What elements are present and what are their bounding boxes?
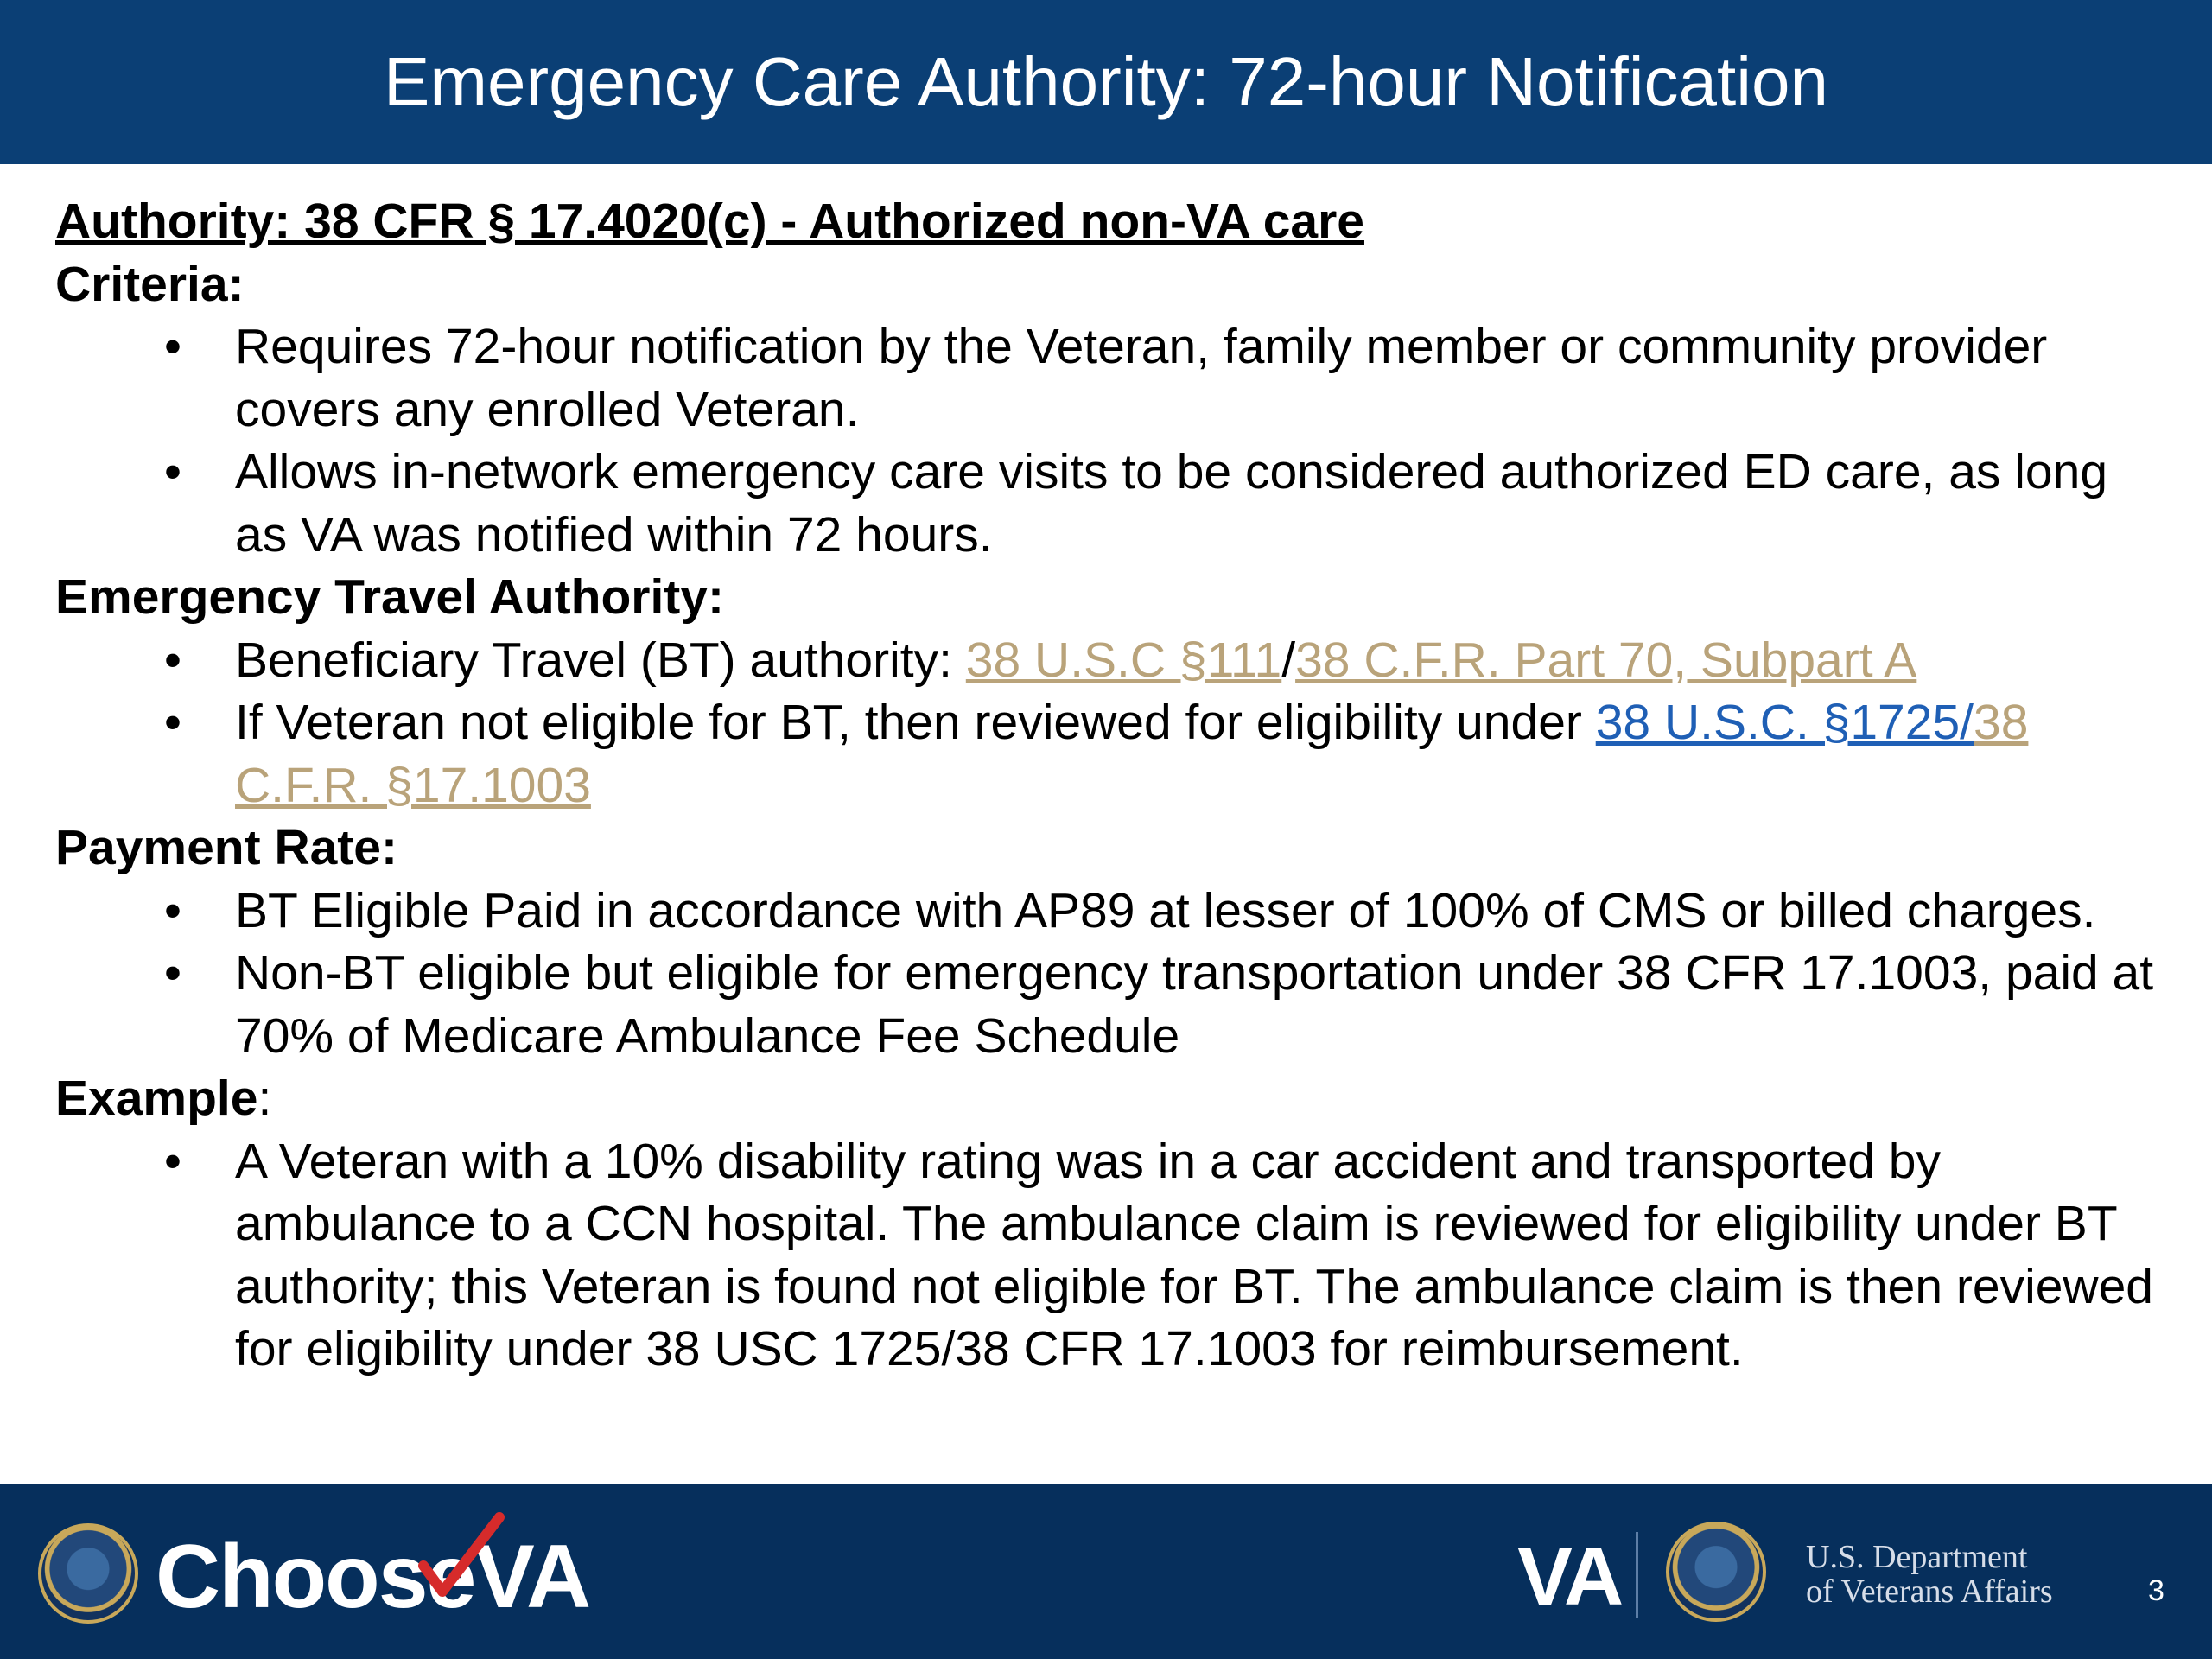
- department-line-2: of Veterans Affairs: [1806, 1573, 2053, 1610]
- criteria-list: [55, 315, 2164, 566]
- slide-header: [0, 0, 2212, 164]
- payment-bullet: • BT Eligible Paid in accordance with AP89 at lesser of 100% of CMS or billed charges.: [55, 880, 2164, 943]
- travel-bullet-text: If Veteran not eligible for BT, then reviewed for eligibility under: [235, 695, 1596, 750]
- link-separator: /: [1281, 632, 1296, 688]
- usc-1725-link[interactable]: 38 U.S.C. §1725/: [1595, 695, 1974, 750]
- va-seal-icon: [1666, 1522, 1766, 1622]
- criteria-heading: Criteria:: [55, 256, 245, 312]
- va-seal-icon: [38, 1523, 138, 1624]
- example-heading: Example: [55, 1071, 258, 1126]
- travel-list: [55, 629, 2164, 817]
- logo-choose-text: Choose: [156, 1526, 475, 1627]
- criteria-bullet: • Requires 72-hour notification by the Veteran, family member or community provider covers any enrolled Veteran.: [55, 315, 2164, 441]
- payment-heading: Payment Rate:: [55, 820, 397, 875]
- logo-va-text: VA: [474, 1526, 590, 1627]
- example-heading-line: [55, 1067, 2164, 1130]
- payment-bullet: • Non-BT eligible but eligible for emergency transportation under 38 CFR 17.1003, paid at 70% of Medicare Ambulance Fee Schedule: [55, 942, 2164, 1067]
- footer-divider: [1636, 1532, 1638, 1618]
- travel-bullet-text: Beneficiary Travel (BT) authority:: [235, 632, 966, 688]
- department-name: [1806, 1540, 2053, 1609]
- travel-heading: Emergency Travel Authority:: [55, 569, 724, 625]
- travel-bullet: [55, 691, 2164, 817]
- example-colon: :: [257, 1071, 272, 1126]
- travel-bullet: [55, 629, 2164, 692]
- cfr-17-1003-link[interactable]: 38 C.F.R. §17.1003: [235, 695, 2029, 813]
- authority-heading: Authority: 38 CFR § 17.4020(c) - Authorized non-VA care: [55, 194, 1364, 249]
- red-checkmark-icon: [406, 1505, 510, 1609]
- example-bullet: • A Veteran with a 10% disability rating was in a car accident and transported by ambulance to a CCN hospital. The ambulance claim is reviewed for eligibility under BT authority; this Veteran is found not eligible for BT. The ambulance claim is then reviewed for eligibility under 38 USC 1725/38 CFR 17.1003 for reimbursement.: [55, 1130, 2164, 1381]
- payment-list: [55, 880, 2164, 1068]
- page-number: 3: [2148, 1574, 2164, 1607]
- example-list: [55, 1130, 2164, 1381]
- slide-title: Emergency Care Authority: 72-hour Notification: [384, 43, 1828, 120]
- department-line-1: U.S. Department: [1806, 1539, 2028, 1575]
- choose-va-logo: [156, 1526, 590, 1627]
- criteria-bullet: • Allows in-network emergency care visits to be considered authorized ED care, as long as VA was notified within 72 hours.: [55, 441, 2164, 566]
- usc-111-link[interactable]: 38 U.S.C §111: [965, 632, 1282, 688]
- cfr-part70-link[interactable]: 38 C.F.R. Part 70, Subpart A: [1295, 632, 1917, 688]
- slide-content: [55, 190, 2164, 1381]
- va-wordmark: VA: [1517, 1530, 1622, 1623]
